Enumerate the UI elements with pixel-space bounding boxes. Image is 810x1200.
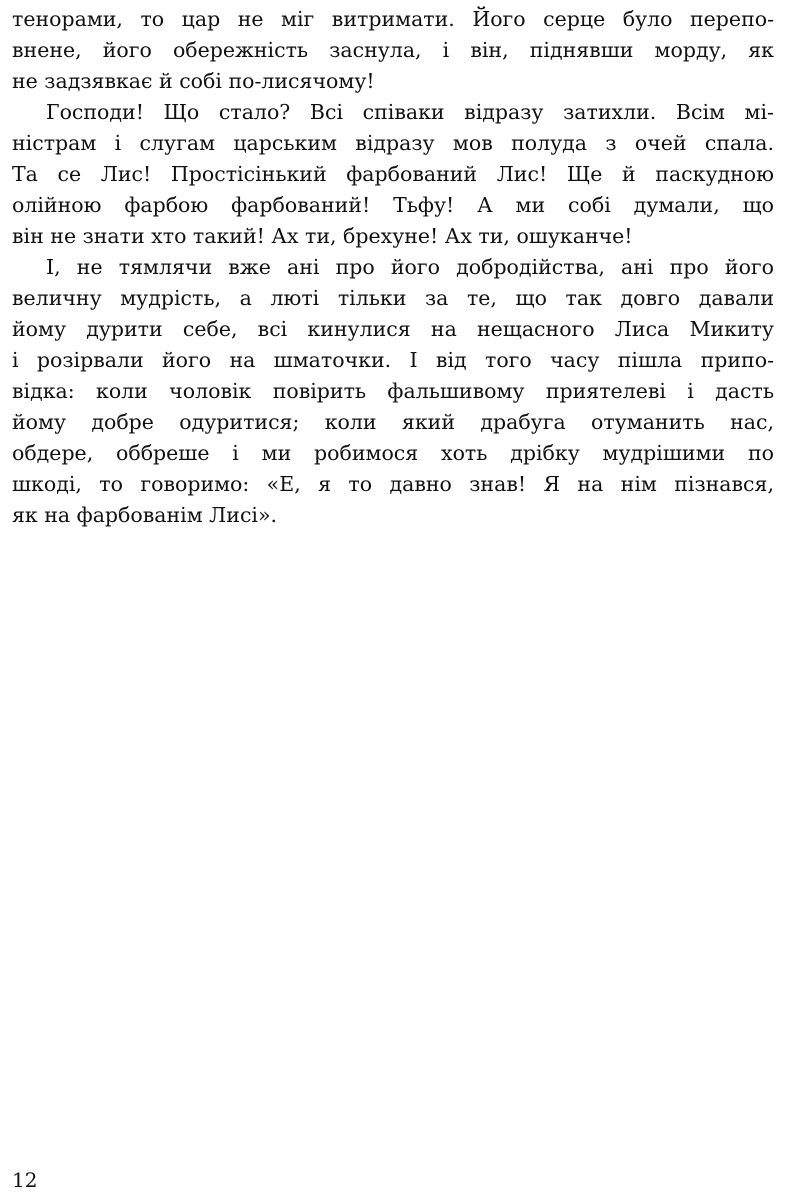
text-line: обдере, оббреше і ми робимося хоть дрібку мудрішими по (12, 441, 774, 465)
text-line: Господи! Що стало? Всі співаки відразу затихли. Всім мі- (46, 100, 774, 124)
page-number: 12 (12, 1168, 38, 1192)
text-line: олійною фарбою фарбований! Тьфу! А ми собі думали, що (12, 193, 774, 217)
text-line: не задзявкає й собі по-лисячому! (12, 69, 375, 93)
text-line: ністрам і слугам царським відразу мов полуда з очей спала. (12, 131, 774, 155)
text-line: і розірвали його на шматочки. І від того часу пішла припо- (12, 348, 774, 372)
text-line: відка: коли чоловік повірить фальшивому приятелеві і дасть (12, 379, 774, 403)
text-line: величну мудрість, а люті тільки за те, що так довго давали (12, 286, 774, 310)
page-body-text (12, 4, 774, 531)
text-line: як на фарбованім Лисі». (12, 503, 278, 527)
text-line: він не знати хто такий! Ах ти, брехуне! Ах ти, ошуканче! (12, 224, 633, 248)
text-line: йому добре одуритися; коли який драбуга отуманить нас, (12, 410, 774, 434)
text-line: йому дурити себе, всі кинулися на нещасного Лиса Микиту (12, 317, 774, 341)
text-line: внене, його обережність заснула, і він, піднявши морду, як (12, 38, 774, 62)
text-line: тенорами, то цар не міг витримати. Його серце було перепо- (12, 7, 774, 31)
text-line: Та се Лис! Простісінький фарбований Лис! Ще й паскудною (12, 162, 774, 186)
text-line: І, не тямлячи вже ані про його добродійства, ані про його (46, 255, 774, 279)
text-line: шкоді, то говоримо: «Е, я то давно знав! Я на нім пізнався, (12, 472, 774, 496)
